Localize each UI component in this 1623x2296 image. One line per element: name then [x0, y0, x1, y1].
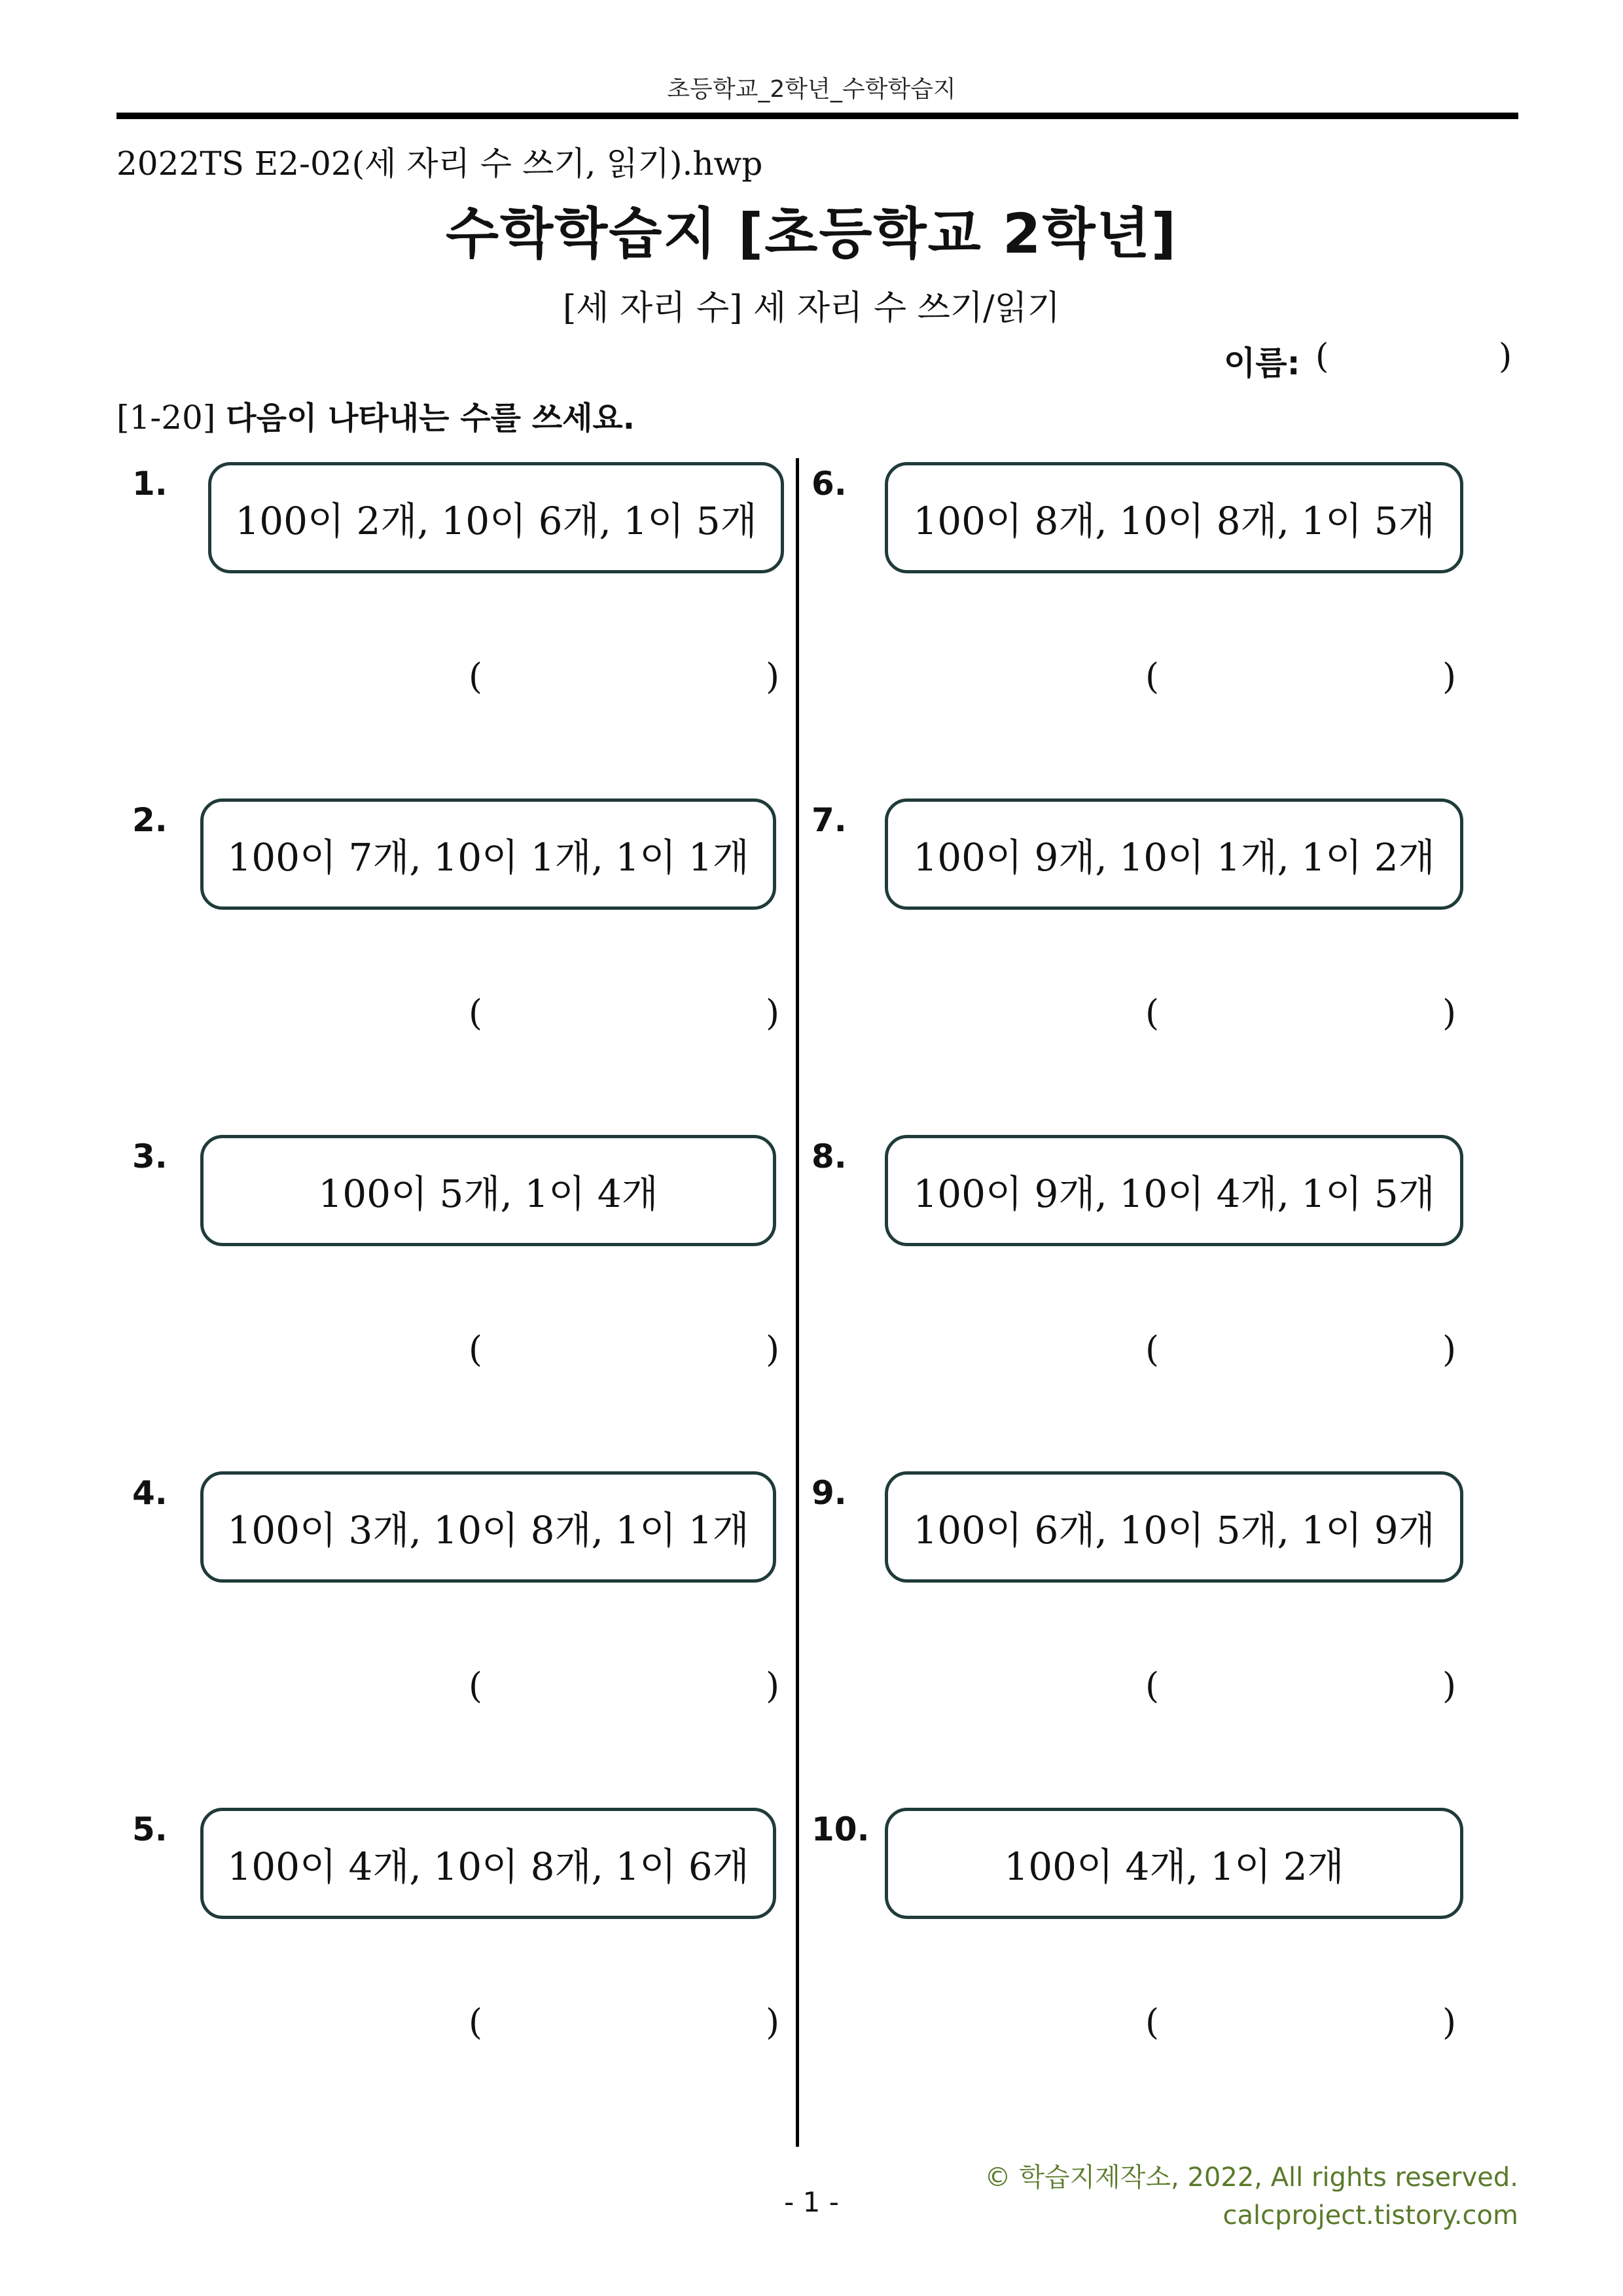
- answer-paren-close: ): [766, 992, 780, 1033]
- question-box: 100이 5개, 1이 4개: [200, 1135, 776, 1246]
- copyright-text: © 학습지제작소, 2022, All rights reserved.: [984, 2162, 1518, 2193]
- answer-paren-close: ): [1442, 2001, 1457, 2043]
- answer-paren-close: ): [766, 1329, 780, 1370]
- question-box: 100이 2개, 10이 6개, 1이 5개: [208, 462, 784, 573]
- question-number: 6.: [812, 465, 847, 503]
- answer-paren-close: ): [766, 2001, 780, 2043]
- question-number: 5.: [132, 1810, 168, 1848]
- question-box: 100이 4개, 10이 8개, 1이 6개: [200, 1808, 776, 1919]
- question-number: 8.: [812, 1138, 847, 1175]
- header-rule: [116, 113, 1518, 119]
- answer-paren-open: (: [469, 2001, 483, 2043]
- question-number: 2.: [132, 801, 168, 839]
- answer-paren-open: (: [1145, 992, 1160, 1033]
- question-number: 7.: [812, 801, 847, 839]
- answer-paren-close: ): [1442, 1665, 1457, 1706]
- answer-paren-open: (: [1145, 656, 1160, 697]
- answer-paren-close: ): [1442, 1329, 1457, 1370]
- instruction-text: 다음이 나타내는 수를 쓰세요.: [226, 400, 635, 437]
- name-paren-open: (: [1315, 337, 1329, 376]
- question-box: 100이 4개, 1이 2개: [885, 1808, 1463, 1919]
- page-subtitle: [세 자리 수] 세 자리 수 쓰기/읽기: [562, 289, 1061, 328]
- answer-paren-open: (: [469, 656, 483, 697]
- question-box: 100이 9개, 10이 4개, 1이 5개: [885, 1135, 1463, 1246]
- file-name: 2022TS E2-02(세 자리 수 쓰기, 읽기).hwp: [116, 145, 763, 183]
- question-box: 100이 8개, 10이 8개, 1이 5개: [885, 462, 1463, 573]
- instruction-range: [1-20]: [116, 399, 216, 437]
- name-label: 이름:: [1224, 344, 1300, 382]
- question-box: 100이 6개, 10이 5개, 1이 9개: [885, 1471, 1463, 1583]
- question-box: 100이 9개, 10이 1개, 1이 2개: [885, 798, 1463, 910]
- question-number: 3.: [132, 1138, 168, 1175]
- answer-paren-close: ): [1442, 992, 1457, 1033]
- answer-paren-open: (: [1145, 2001, 1160, 2043]
- answer-paren-close: ): [766, 656, 780, 697]
- page-number: - 1 -: [784, 2186, 839, 2218]
- question-number: 10.: [812, 1810, 870, 1848]
- answer-paren-open: (: [1145, 1665, 1160, 1706]
- question-number: 4.: [132, 1474, 168, 1512]
- answer-paren-open: (: [469, 1665, 483, 1706]
- answer-paren-open: (: [1145, 1329, 1160, 1370]
- instruction: [116, 393, 635, 438]
- running-header: 초등학교_2학년_수학학습지: [667, 76, 956, 103]
- question-box: 100이 7개, 10이 1개, 1이 1개: [200, 798, 776, 910]
- question-number: 1.: [132, 465, 168, 503]
- question-box: 100이 3개, 10이 8개, 1이 1개: [200, 1471, 776, 1583]
- name-paren-close: ): [1499, 337, 1512, 376]
- answer-paren-close: ): [1442, 656, 1457, 697]
- answer-paren-open: (: [469, 1329, 483, 1370]
- site-url: calcproject.tistory.com: [1222, 2200, 1518, 2231]
- question-number: 9.: [812, 1474, 847, 1512]
- page-title: 수학학습지 [초등학교 2학년]: [445, 202, 1178, 266]
- answer-paren-open: (: [469, 992, 483, 1033]
- column-divider: [796, 458, 799, 2147]
- answer-paren-close: ): [766, 1665, 780, 1706]
